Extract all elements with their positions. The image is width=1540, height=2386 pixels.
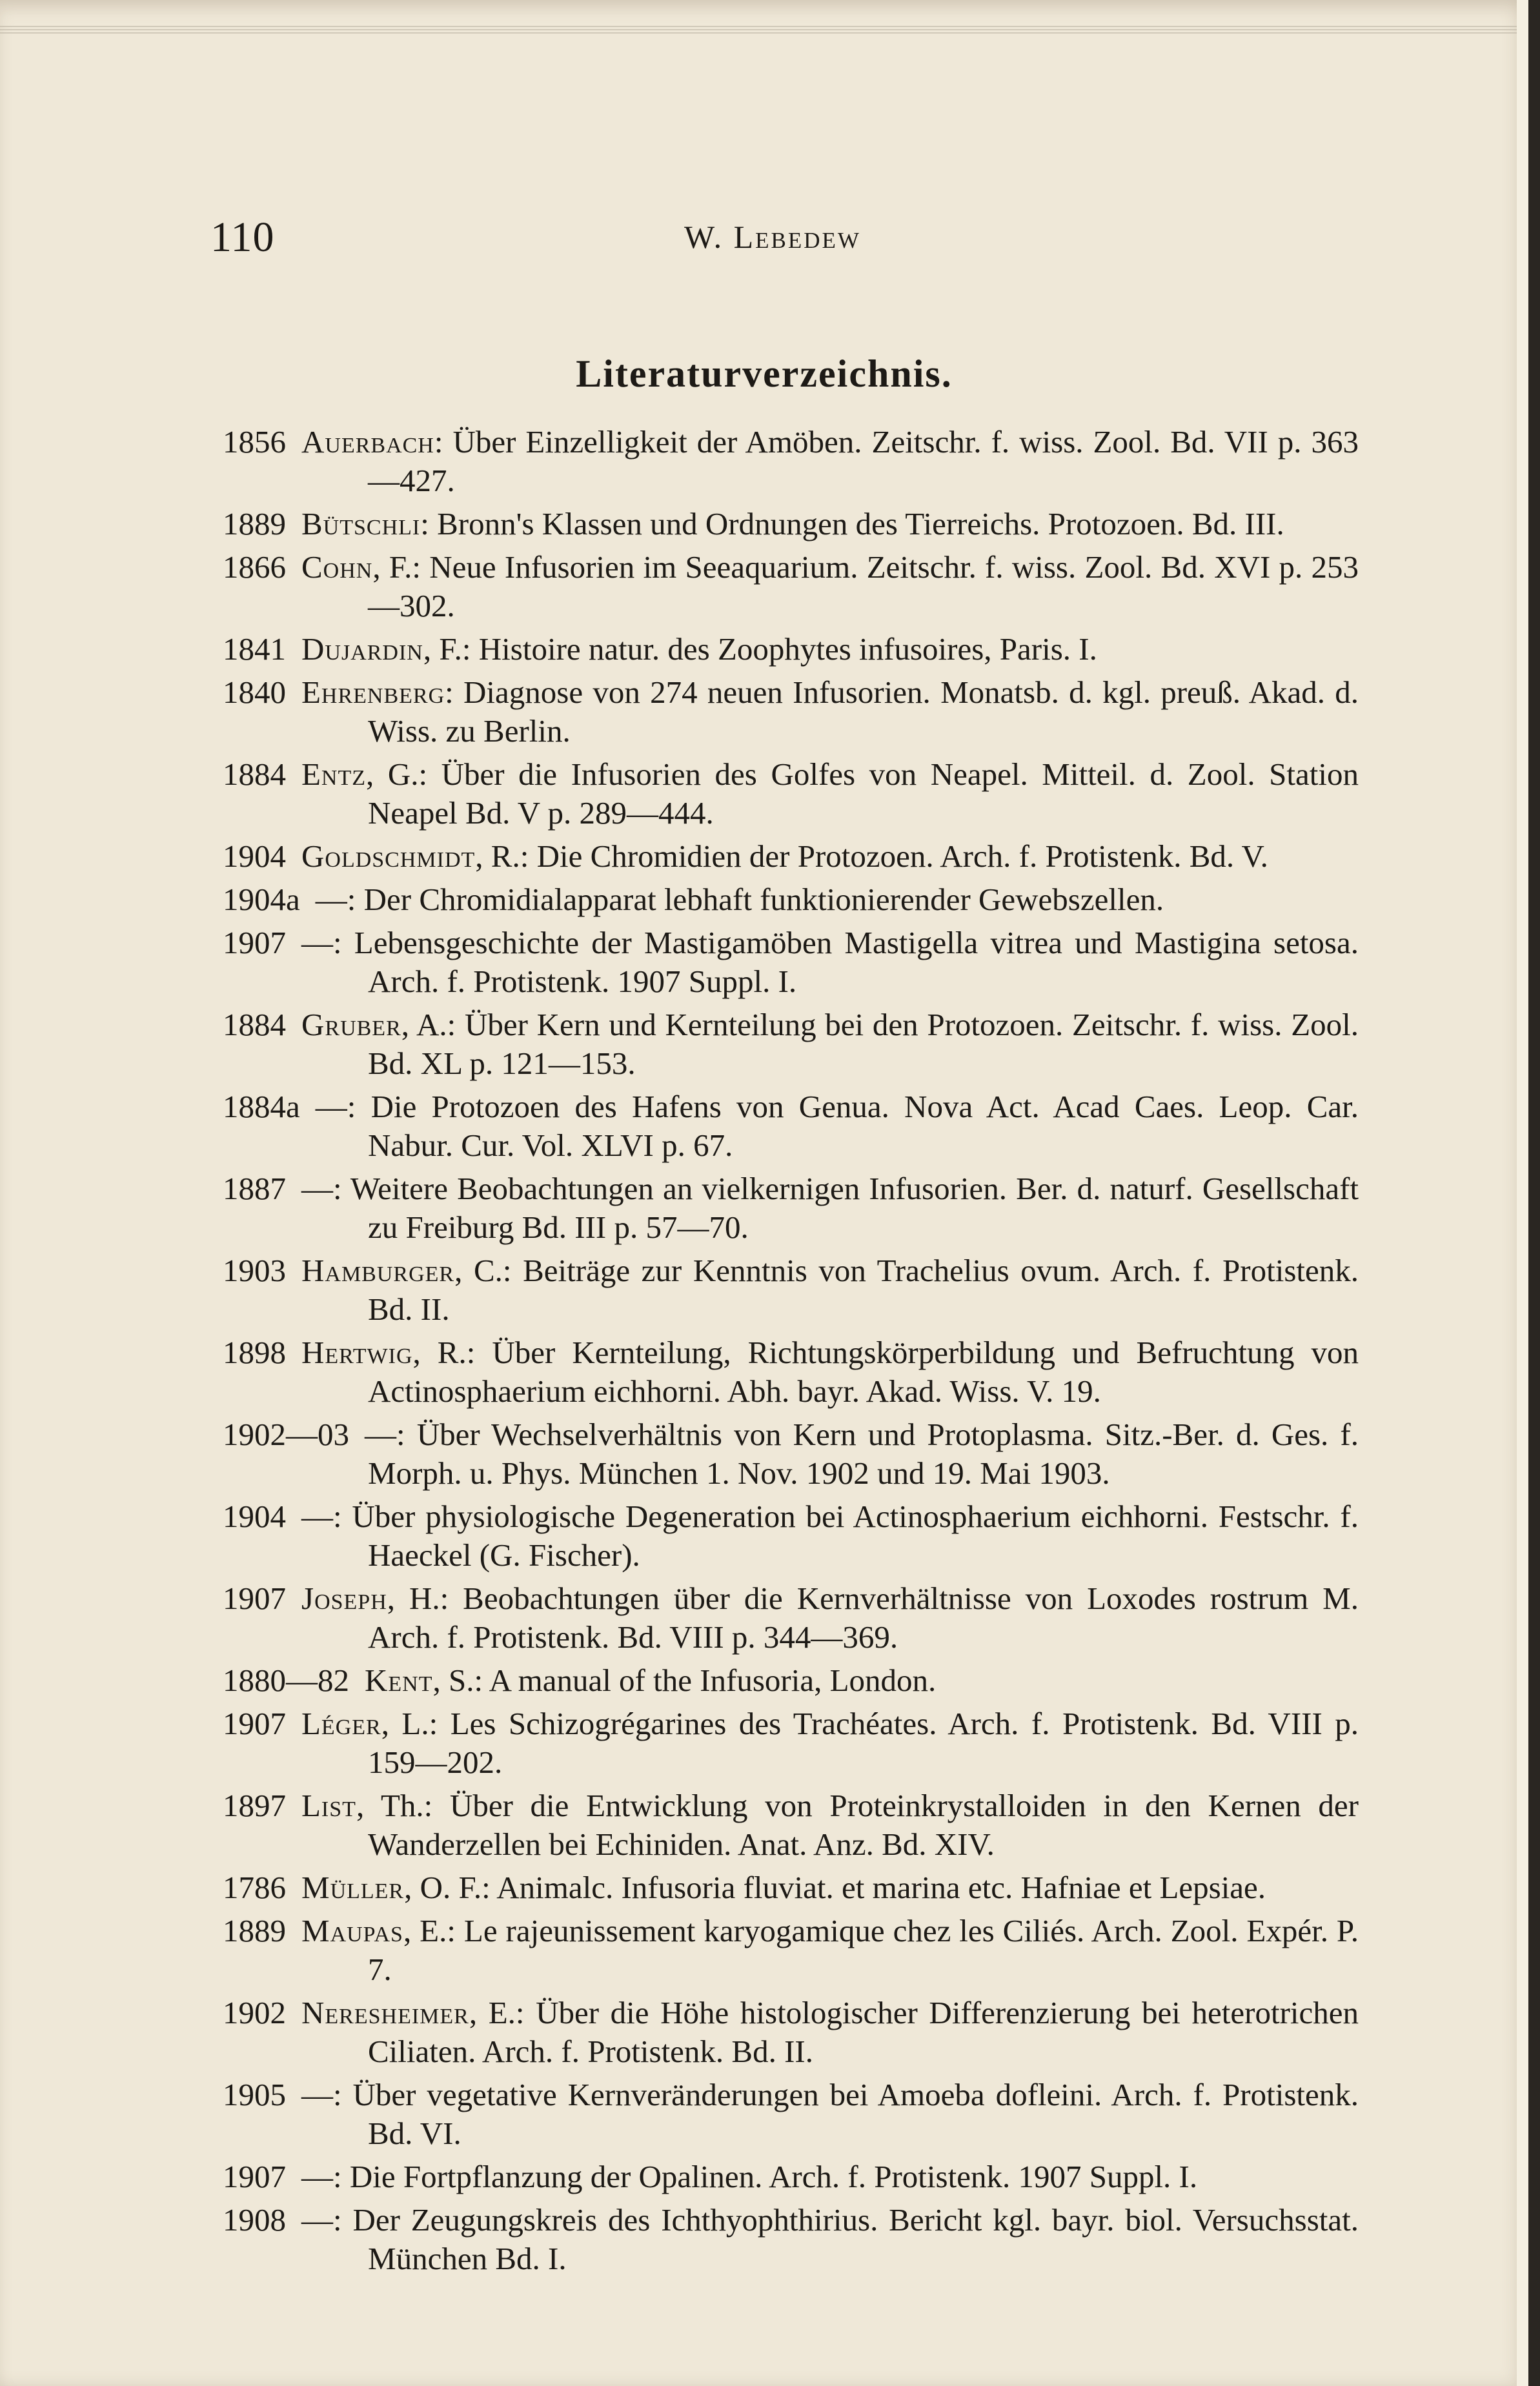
- reference-list: [223, 423, 1359, 2283]
- reference-text: —: Der Chromidialapparat lebhaft funktionierender Gewebszellen.: [315, 882, 1164, 917]
- reference-text: , Th.: Über die Entwicklung von Proteinkrystalloiden in den Kernen der Wanderzellen bei Echiniden. Anat. Anz. Bd. XIV.: [356, 1788, 1359, 1862]
- reference-text: —: Lebensgeschichte der Mastigamöben Mastigella vitrea und Mastigina setosa. Arch. f. Protistenk. 1907 Suppl. I.: [301, 925, 1359, 999]
- reference-entry: [223, 755, 1359, 833]
- reference-text: , E.: Le rajeunissement karyogamique chez les Ciliés. Arch. Zool. Expér. P. 7.: [368, 1913, 1359, 1987]
- reference-year: 1907: [223, 925, 286, 960]
- reference-year: 1887: [223, 1171, 286, 1206]
- reference-entry: [223, 1169, 1359, 1247]
- reference-entry: [223, 1868, 1359, 1907]
- reference-text: —: Über physiologische Degeneration bei Actinosphaerium eichhorni. Festschr. f. Haeckel (G. Fischer).: [301, 1499, 1359, 1573]
- reference-author: Gruber: [301, 1007, 401, 1042]
- reference-text: , C.: Beiträge zur Kenntnis von Trachelius ovum. Arch. f. Protistenk. Bd. II.: [368, 1253, 1359, 1327]
- reference-author: Entz: [301, 756, 367, 792]
- reference-year: 1908: [223, 2202, 286, 2238]
- reference-entry: [223, 1415, 1359, 1493]
- reference-year: 1907: [223, 1581, 286, 1616]
- reference-text: , E.: Über die Höhe histologischer Differenzierung bei heterotrichen Ciliaten. Arch. f. Protistenk. Bd. II.: [368, 1995, 1359, 2069]
- reference-entry: [223, 548, 1359, 625]
- section-title: Literaturverzeichnis.: [576, 352, 953, 395]
- reference-year: 1902—03: [223, 1417, 349, 1452]
- reference-text: : Bronn's Klassen und Ordnungen des Tierreichs. Protozoen. Bd. III.: [420, 506, 1284, 541]
- reference-entry: [223, 1006, 1359, 1083]
- reference-author: Joseph: [301, 1581, 387, 1616]
- top-edge-rule: [0, 26, 1528, 35]
- reference-year: 1904: [223, 1499, 286, 1534]
- reference-year: 1904: [223, 838, 286, 874]
- reference-entry: [223, 880, 1359, 919]
- running-head-author: W. Lebedew: [684, 219, 861, 255]
- reference-author: Müller: [301, 1870, 405, 1905]
- reference-author: Kent: [365, 1663, 433, 1698]
- reference-entry: [223, 2158, 1359, 2196]
- reference-year: 1902: [223, 1995, 286, 2030]
- reference-author: Ehrenberg: [301, 674, 445, 710]
- reference-text: —: Die Protozoen des Hafens von Genua. Nova Act. Acad Caes. Leop. Car. Nabur. Cur. Vol. XLVI p. 67.: [315, 1089, 1359, 1163]
- reference-entry: [223, 1704, 1359, 1782]
- reference-entry: [223, 1786, 1359, 1864]
- reference-entry: [223, 1579, 1359, 1657]
- reference-author: Bütschli: [301, 506, 421, 541]
- reference-text: , S.: A manual of the Infusoria, London.: [432, 1663, 937, 1698]
- reference-year: 1884a: [223, 1089, 300, 1124]
- reference-year: 1905: [223, 2077, 286, 2112]
- reference-entry: [223, 423, 1359, 500]
- reference-year: 1884: [223, 756, 286, 792]
- reference-text: , F.: Histoire natur. des Zoophytes infusoires, Paris. I.: [423, 631, 1097, 667]
- reference-text: , A.: Über Kern und Kernteilung bei den Protozoen. Zeitschr. f. wiss. Zool. Bd. XL p. 121—153.: [368, 1007, 1359, 1081]
- reference-year: 1840: [223, 674, 286, 710]
- reference-year: 1907: [223, 1706, 286, 1741]
- reference-year: 1880—82: [223, 1663, 349, 1698]
- reference-text: , G.: Über die Infusorien des Golfes von Neapel. Mitteil. d. Zool. Station Neapel Bd. V p. 289—444.: [366, 756, 1359, 831]
- reference-entry: [223, 2201, 1359, 2278]
- reference-author: Hamburger: [301, 1253, 455, 1288]
- reference-author: Goldschmidt: [301, 838, 476, 874]
- reference-author: Hertwig: [301, 1335, 413, 1370]
- reference-text: , F.: Neue Infusorien im Seeaquarium. Zeitschr. f. wiss. Zool. Bd. XVI p. 253—302.: [368, 549, 1359, 623]
- reference-year: 1884: [223, 1007, 286, 1042]
- reference-entry: [223, 924, 1359, 1001]
- reference-year: 1903: [223, 1253, 286, 1288]
- reference-year: 1889: [223, 506, 286, 541]
- reference-entry: [223, 2076, 1359, 2153]
- running-head: [684, 218, 861, 256]
- reference-entry: [223, 505, 1359, 543]
- reference-entry: [223, 837, 1359, 876]
- reference-text: : Diagnose von 274 neuen Infusorien. Monatsb. d. kgl. preuß. Akad. d. Wiss. zu Berlin.: [368, 674, 1359, 749]
- reference-entry: [223, 1333, 1359, 1411]
- reference-author: Léger: [301, 1706, 381, 1741]
- reference-text: : Über Einzelligkeit der Amöben. Zeitschr. f. wiss. Zool. Bd. VII p. 363—427.: [368, 424, 1359, 498]
- reference-entry: [223, 1661, 1359, 1700]
- reference-entry: [223, 1497, 1359, 1575]
- reference-author: Maupas: [301, 1913, 403, 1948]
- reference-author: Auerbach: [301, 424, 434, 460]
- reference-year: 1907: [223, 2159, 286, 2194]
- reference-author: Dujardin: [301, 631, 423, 667]
- reference-text: —: Weitere Beobachtungen an vielkernigen Infusorien. Ber. d. naturf. Gesellschaft zu Freiburg Bd. III p. 57—70.: [301, 1171, 1359, 1245]
- reference-author: Cohn: [301, 549, 373, 585]
- reference-text: —: Über Wechselverhältnis von Kern und Protoplasma. Sitz.-Ber. d. Ges. f. Morph. u. Phys. München 1. Nov. 1902 und 19. Mai 1903.: [365, 1417, 1359, 1491]
- reference-entry: [223, 1087, 1359, 1165]
- reference-year: 1889: [223, 1913, 286, 1948]
- reference-year: 1866: [223, 549, 286, 585]
- reference-text: , L.: Les Schizogrégarines des Trachéates. Arch. f. Protistenk. Bd. VIII p. 159—202.: [368, 1706, 1359, 1780]
- reference-entry: [223, 1912, 1359, 1989]
- reference-entry: [223, 1994, 1359, 2071]
- page-number: 110: [210, 214, 275, 261]
- reference-text: , R.: Die Chromidien der Protozoen. Arch. f. Protistenk. Bd. V.: [475, 838, 1268, 874]
- reference-text: —: Die Fortpflanzung der Opalinen. Arch. f. Protistenk. 1907 Suppl. I.: [301, 2159, 1198, 2194]
- reference-entry: [223, 673, 1359, 751]
- reference-entry: [223, 1251, 1359, 1329]
- reference-year: 1904a: [223, 882, 300, 917]
- reference-text: , H.: Beobachtungen über die Kernverhältnisse von Loxodes rostrum M. Arch. f. Protistenk. Bd. VIII p. 344—369.: [368, 1581, 1359, 1655]
- reference-year: 1786: [223, 1870, 286, 1905]
- reference-text: —: Der Zeugungskreis des Ichthyophthirius. Bericht kgl. bayr. biol. Versuchsstat. München Bd. I.: [301, 2202, 1359, 2276]
- reference-year: 1897: [223, 1788, 286, 1823]
- reference-entry: [223, 630, 1359, 669]
- reference-text: , R.: Über Kernteilung, Richtungskörperbildung und Befruchtung von Actinosphaerium eichhorni. Abh. bayr. Akad. Wiss. V. 19.: [368, 1335, 1359, 1409]
- reference-year: 1841: [223, 631, 286, 667]
- reference-text: , O. F.: Animalc. Infusoria fluviat. et marina etc. Hafniae et Lepsiae.: [404, 1870, 1266, 1905]
- reference-year: 1898: [223, 1335, 286, 1370]
- reference-year: 1856: [223, 424, 286, 460]
- reference-author: Neresheimer: [301, 1995, 469, 2030]
- reference-text: —: Über vegetative Kernveränderungen bei Amoeba dofleini. Arch. f. Protistenk. Bd. VI.: [301, 2077, 1359, 2151]
- reference-author: List: [301, 1788, 356, 1823]
